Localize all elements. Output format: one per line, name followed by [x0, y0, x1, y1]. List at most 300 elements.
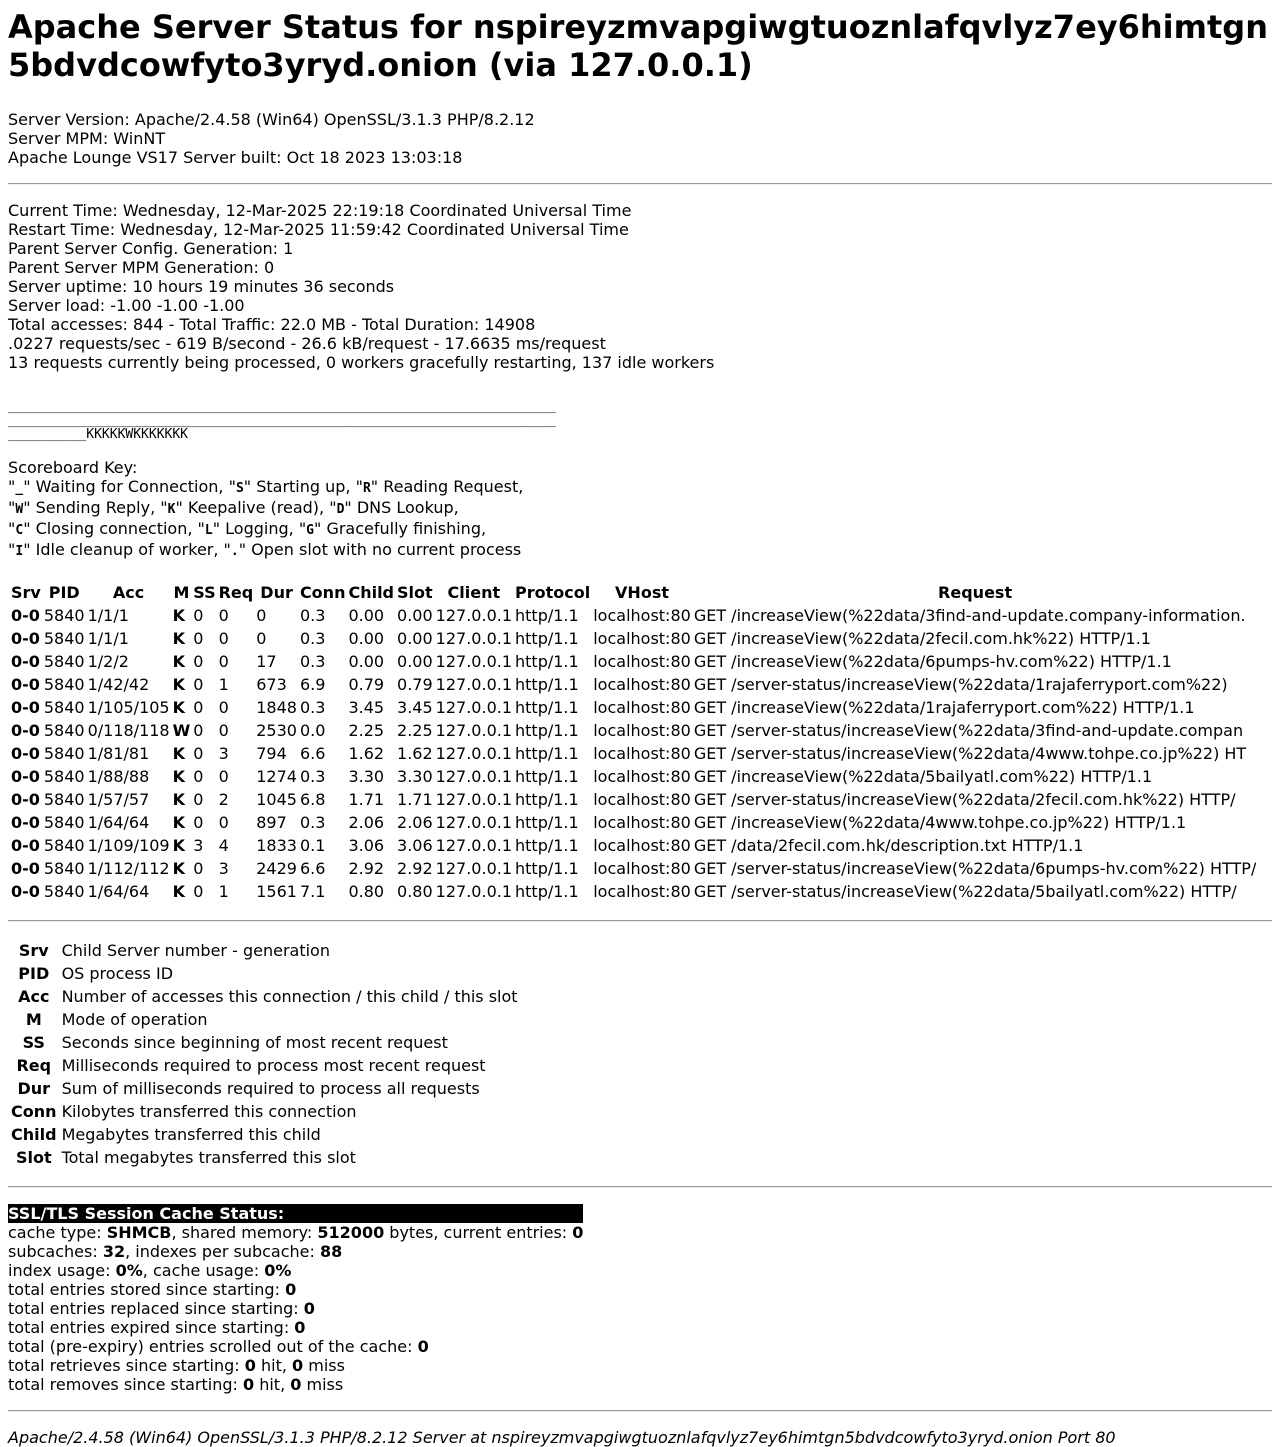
cell-conn: 6.9	[299, 675, 326, 694]
cell-conn: 0.3	[299, 652, 326, 671]
scoreboard-key-text: " Gracefully finishing,	[314, 519, 487, 538]
scoreboard-key	[8, 458, 1272, 561]
cell-ss: 0	[193, 790, 204, 809]
cell-dur: 1561	[256, 882, 297, 901]
column-header-pid: PID	[48, 583, 80, 602]
cell-mode: K	[172, 744, 186, 763]
cell-request: GET /server-status/increaseView(%22data/6pumps-hv.com%22) HTTP/	[693, 859, 1257, 878]
scoreboard-key-line	[8, 519, 1272, 540]
table-row	[11, 605, 1256, 626]
scoreboard-key-code: .	[230, 544, 239, 559]
cell-pid: 5840	[43, 859, 85, 878]
scoreboard-key-text: " Starting up, "	[243, 477, 363, 496]
cell-srv: 0-0	[11, 606, 40, 625]
cell-acc: 1/88/88	[87, 767, 150, 786]
scoreboard-key-text: " Closing connection, "	[23, 519, 205, 538]
legend-row	[11, 1009, 520, 1030]
cell-client: 127.0.0.1	[435, 721, 513, 740]
cell-request: GET /increaseView(%22data/1rajaferryport.com%22) HTTP/1.1	[693, 698, 1195, 717]
cell-slot: 2.25	[397, 721, 433, 740]
cell-client: 127.0.0.1	[435, 606, 513, 625]
legend-description: Seconds since beginning of most recent request	[61, 1033, 448, 1052]
column-header-protocol: Protocol	[515, 583, 591, 602]
cell-srv: 0-0	[11, 652, 40, 671]
cell-client: 127.0.0.1	[435, 790, 513, 809]
ssl-value: 88	[319, 1242, 343, 1261]
cell-ss: 0	[193, 882, 204, 901]
cell-srv: 0-0	[11, 859, 40, 878]
ssl-label: bytes, current entries:	[384, 1223, 573, 1242]
scoreboard-key-title: Scoreboard Key:	[8, 458, 138, 477]
server-info-line: Server Version: Apache/2.4.58 (Win64) OpenSSL/3.1.3 PHP/8.2.12	[8, 110, 535, 129]
status-line: .0227 requests/sec - 619 B/second - 26.6 kB/request - 17.6635 ms/request	[8, 334, 606, 353]
cell-slot: 3.30	[397, 767, 433, 786]
status-line: Server load: -1.00 -1.00 -1.00	[8, 296, 245, 315]
divider	[8, 1410, 1272, 1412]
ssl-value: 512000	[317, 1223, 385, 1242]
cell-child: 3.06	[348, 836, 385, 855]
cell-conn: 0.1	[299, 836, 326, 855]
legend-term: Child	[11, 1125, 57, 1144]
cell-srv: 0-0	[11, 629, 40, 648]
ssl-status-line	[8, 1375, 1272, 1394]
legend-row	[11, 1055, 520, 1076]
cell-ss: 0	[193, 721, 204, 740]
ssl-label: , cache usage:	[142, 1261, 265, 1280]
cell-vhost: localhost:80	[593, 721, 691, 740]
cell-protocol: http/1.1	[515, 882, 579, 901]
cell-vhost: localhost:80	[593, 836, 691, 855]
legend-term: M	[25, 1010, 42, 1029]
cell-srv: 0-0	[11, 698, 40, 717]
table-row	[11, 858, 1256, 879]
cell-req-ms: 3	[218, 744, 229, 763]
column-header-srv: Srv	[11, 583, 41, 602]
cell-request: GET /increaseView(%22data/5bailyatl.com%22) HTTP/1.1	[693, 767, 1153, 786]
ssl-label: , indexes per subcache:	[125, 1242, 320, 1261]
cell-pid: 5840	[43, 652, 85, 671]
ssl-value: 0	[294, 1318, 306, 1337]
ssl-label: miss	[301, 1375, 344, 1394]
table-row	[11, 697, 1256, 718]
cell-acc: 1/64/64	[87, 882, 150, 901]
status-line: Parent Server MPM Generation: 0	[8, 258, 275, 277]
cell-slot: 1.62	[397, 744, 433, 763]
column-header-conn: Conn	[299, 583, 346, 602]
scoreboard-key-text: "	[8, 498, 16, 517]
scoreboard-key-text: "	[8, 477, 16, 496]
status-line: Server uptime: 10 hours 19 minutes 36 seconds	[8, 277, 395, 296]
ssl-label: miss	[303, 1356, 345, 1375]
cell-srv: 0-0	[11, 721, 40, 740]
ssl-label: total retrieves since starting:	[8, 1356, 245, 1375]
cell-pid: 5840	[43, 836, 85, 855]
ssl-label: index usage:	[8, 1261, 116, 1280]
cell-vhost: localhost:80	[593, 652, 691, 671]
cell-ss: 0	[193, 675, 204, 694]
cell-acc: 1/81/81	[87, 744, 150, 763]
cell-slot: 2.92	[397, 859, 433, 878]
cell-req-ms: 1	[218, 882, 229, 901]
scoreboard-key-text: " Sending Reply, "	[23, 498, 168, 517]
legend-description: Sum of milliseconds required to process all requests	[61, 1079, 480, 1098]
cell-req-ms: 0	[218, 767, 229, 786]
cell-acc: 1/112/112	[87, 859, 170, 878]
cell-child: 1.71	[348, 790, 385, 809]
column-header-ss: SS	[193, 583, 216, 602]
status-line: Current Time: Wednesday, 12-Mar-2025 22:19:18 Coordinated Universal Time	[8, 201, 632, 220]
cell-child: 0.79	[348, 675, 385, 694]
cell-mode: K	[172, 629, 186, 648]
cell-dur: 17	[256, 652, 277, 671]
cell-protocol: http/1.1	[515, 606, 579, 625]
legend-description: Milliseconds required to process most recent request	[61, 1056, 486, 1075]
ssl-status-line	[8, 1242, 1272, 1261]
ssl-label: total entries expired since starting:	[8, 1318, 295, 1337]
cell-conn: 0.3	[299, 629, 326, 648]
legend-description: Child Server number - generation	[61, 941, 330, 960]
cell-ss: 0	[193, 767, 204, 786]
cell-mode: K	[172, 606, 186, 625]
scoreboard-key-code: R	[362, 481, 371, 496]
legend-row	[11, 1078, 520, 1099]
cell-conn: 6.6	[299, 859, 326, 878]
cell-slot: 0.00	[397, 652, 433, 671]
ssl-value: SHMCB	[106, 1223, 172, 1242]
scoreboard-key-text: " Logging, "	[212, 519, 307, 538]
cell-req-ms: 0	[218, 721, 229, 740]
legend-description: Total megabytes transferred this slot	[61, 1148, 356, 1167]
ssl-heading: SSL/TLS Session Cache Status:	[8, 1204, 583, 1223]
cell-protocol: http/1.1	[515, 813, 579, 832]
scoreboard-key-code: D	[336, 502, 345, 517]
cell-mode: K	[172, 675, 186, 694]
status-line: Total accesses: 844 - Total Traffic: 22.0 MB - Total Duration: 14908	[8, 315, 536, 334]
cell-protocol: http/1.1	[515, 652, 579, 671]
cell-slot: 0.79	[397, 675, 433, 694]
scoreboard-key-text: " Waiting for Connection, "	[23, 477, 236, 496]
cell-pid: 5840	[43, 698, 85, 717]
table-row	[11, 720, 1256, 741]
cell-child: 2.06	[348, 813, 385, 832]
ssl-status-line	[8, 1261, 1272, 1280]
cell-dur: 1274	[256, 767, 297, 786]
cell-client: 127.0.0.1	[435, 813, 513, 832]
cell-pid: 5840	[43, 767, 85, 786]
cell-req-ms: 0	[218, 606, 229, 625]
cell-client: 127.0.0.1	[435, 629, 513, 648]
cell-request: GET /server-status/increaseView(%22data/2fecil.com.hk%22) HTTP/	[693, 790, 1236, 809]
ssl-status-line	[8, 1299, 1272, 1318]
cell-acc: 1/109/109	[87, 836, 170, 855]
cell-pid: 5840	[43, 744, 85, 763]
legend-description: Megabytes transferred this child	[61, 1125, 321, 1144]
cell-conn: 0.3	[299, 698, 326, 717]
ssl-label: cache type:	[8, 1223, 107, 1242]
ssl-label: hit,	[255, 1356, 293, 1375]
cell-slot: 0.00	[397, 629, 433, 648]
cell-dur: 897	[256, 813, 287, 832]
column-header-request: Request	[938, 583, 1013, 602]
column-header-req-ms: Req	[218, 583, 254, 602]
cell-client: 127.0.0.1	[435, 882, 513, 901]
legend-table	[8, 938, 523, 1170]
legend-term: Conn	[11, 1102, 57, 1121]
ssl-status-line	[8, 1337, 1272, 1356]
scoreboard-key-line	[8, 498, 1272, 519]
cell-conn: 0.0	[299, 721, 326, 740]
cell-vhost: localhost:80	[593, 606, 691, 625]
ssl-value: 0	[292, 1356, 304, 1375]
cell-conn: 6.8	[299, 790, 326, 809]
scoreboard-key-code: C	[15, 523, 24, 538]
ssl-value: 0	[285, 1280, 297, 1299]
cell-pid: 5840	[43, 882, 85, 901]
cell-request: GET /server-status/increaseView(%22data/5bailyatl.com%22) HTTP/	[693, 882, 1237, 901]
cell-vhost: localhost:80	[593, 629, 691, 648]
status-lines	[8, 201, 1272, 372]
scoreboard-key-code: G	[306, 523, 314, 538]
cell-slot: 2.06	[397, 813, 433, 832]
cell-protocol: http/1.1	[515, 721, 579, 740]
scoreboard-key-text: "	[8, 519, 16, 538]
cell-conn: 0.3	[299, 813, 326, 832]
cell-child: 3.30	[348, 767, 385, 786]
legend-term: Acc	[18, 987, 50, 1006]
cell-client: 127.0.0.1	[435, 859, 513, 878]
cell-mode: K	[172, 698, 186, 717]
scoreboard-line: ______________________________________________________________________	[8, 399, 556, 414]
scoreboard	[8, 400, 1272, 442]
column-header-child: Child	[348, 583, 395, 602]
cell-req-ms: 4	[218, 836, 229, 855]
ssl-value: 0	[290, 1375, 302, 1394]
cell-mode: K	[172, 652, 186, 671]
table-row	[11, 835, 1256, 856]
cell-vhost: localhost:80	[593, 859, 691, 878]
cell-mode: K	[172, 836, 186, 855]
cell-mode: K	[172, 882, 186, 901]
server-info	[8, 110, 1272, 167]
legend-term: Srv	[18, 941, 49, 960]
cell-client: 127.0.0.1	[435, 744, 513, 763]
cell-request: GET /increaseView(%22data/2fecil.com.hk%22) HTTP/1.1	[693, 629, 1151, 648]
cell-client: 127.0.0.1	[435, 836, 513, 855]
cell-child: 0.00	[348, 606, 385, 625]
cell-req-ms: 0	[218, 813, 229, 832]
cell-srv: 0-0	[11, 790, 40, 809]
cell-request: GET /increaseView(%22data/6pumps-hv.com%22) HTTP/1.1	[693, 652, 1172, 671]
cell-client: 127.0.0.1	[435, 698, 513, 717]
cell-slot: 0.00	[397, 606, 433, 625]
cell-req-ms: 0	[218, 652, 229, 671]
cell-request: GET /increaseView(%22data/4www.tohpe.co.jp%22) HTTP/1.1	[693, 813, 1187, 832]
cell-protocol: http/1.1	[515, 767, 579, 786]
divider	[8, 183, 1272, 185]
table-row	[11, 628, 1256, 649]
cell-dur: 794	[256, 744, 287, 763]
ssl-status-line	[8, 1356, 1272, 1375]
cell-acc: 1/64/64	[87, 813, 150, 832]
ssl-value: 0	[303, 1299, 315, 1318]
cell-acc: 1/1/1	[87, 606, 129, 625]
cell-acc: 0/118/118	[87, 721, 170, 740]
scoreboard-line: __________KKKKKWKKKKKKK	[8, 427, 189, 442]
cell-srv: 0-0	[11, 767, 40, 786]
cell-pid: 5840	[43, 675, 85, 694]
cell-conn: 6.6	[299, 744, 326, 763]
table-row	[11, 881, 1256, 902]
ssl-label: total (pre-expiry) entries scrolled out of the cache:	[8, 1337, 418, 1356]
ssl-value: 0	[244, 1356, 256, 1375]
table-row	[11, 743, 1256, 764]
cell-pid: 5840	[43, 813, 85, 832]
cell-request: GET /server-status/increaseView(%22data/4www.tohpe.co.jp%22) HT	[693, 744, 1247, 763]
scoreboard-key-line	[8, 477, 1272, 498]
cell-pid: 5840	[43, 790, 85, 809]
cell-ss: 0	[193, 629, 204, 648]
cell-vhost: localhost:80	[593, 675, 691, 694]
ssl-value: 0	[242, 1375, 255, 1394]
cell-mode: K	[172, 859, 186, 878]
cell-pid: 5840	[43, 721, 85, 740]
cell-req-ms: 1	[218, 675, 229, 694]
ssl-value: 0	[572, 1223, 584, 1242]
cell-mode: K	[172, 767, 186, 786]
table-row	[11, 766, 1256, 787]
scoreboard-key-code: I	[15, 544, 24, 559]
legend-term: Slot	[15, 1148, 52, 1167]
ssl-status-line	[8, 1223, 1272, 1242]
ssl-value: 0	[417, 1337, 429, 1356]
cell-dur: 0	[256, 629, 267, 648]
cell-acc: 1/57/57	[87, 790, 150, 809]
cell-mode: K	[172, 813, 186, 832]
cell-acc: 1/42/42	[87, 675, 150, 694]
legend-row	[11, 940, 520, 961]
status-line: Restart Time: Wednesday, 12-Mar-2025 11:59:42 Coordinated Universal Time	[8, 220, 629, 239]
workers-table	[8, 580, 1259, 904]
column-header-slot: Slot	[397, 583, 433, 602]
cell-vhost: localhost:80	[593, 744, 691, 763]
legend-row	[11, 1124, 520, 1145]
legend-term: Req	[16, 1056, 52, 1075]
cell-vhost: localhost:80	[593, 767, 691, 786]
cell-conn: 0.3	[299, 606, 326, 625]
ssl-status-line	[8, 1318, 1272, 1337]
cell-dur: 1833	[256, 836, 297, 855]
cell-srv: 0-0	[11, 882, 40, 901]
cell-dur: 2429	[256, 859, 297, 878]
ssl-status-line	[8, 1280, 1272, 1299]
status-line: Parent Server Config. Generation: 1	[8, 239, 294, 258]
cell-protocol: http/1.1	[515, 836, 579, 855]
legend-row	[11, 963, 520, 984]
cell-vhost: localhost:80	[593, 813, 691, 832]
divider	[8, 1186, 1272, 1188]
ssl-value: 0%	[264, 1261, 292, 1280]
cell-req-ms: 2	[218, 790, 229, 809]
cell-dur: 1848	[256, 698, 297, 717]
cell-conn: 0.3	[299, 767, 326, 786]
ssl-label: total removes since starting:	[8, 1375, 243, 1394]
cell-child: 0.00	[348, 629, 385, 648]
cell-child: 3.45	[348, 698, 385, 717]
cell-ss: 0	[193, 813, 204, 832]
scoreboard-key-code: L	[204, 523, 213, 538]
page-title: Apache Server Status for nspireyzmvapgiwgtuoznlafqvlyz7ey6himtgn5bdvdcowfyto3yryd.onion (via 127.0.0.1)	[8, 8, 1268, 84]
cell-protocol: http/1.1	[515, 675, 579, 694]
scoreboard-key-code: S	[235, 481, 244, 496]
cell-request: GET /server-status/increaseView(%22data/1rajaferryport.com%22)	[693, 675, 1228, 694]
table-row	[11, 651, 1256, 672]
cell-dur: 1045	[256, 790, 297, 809]
cell-pid: 5840	[43, 606, 85, 625]
table-row	[11, 674, 1256, 695]
cell-ss: 0	[193, 744, 204, 763]
ssl-label: subcaches:	[8, 1242, 103, 1261]
cell-vhost: localhost:80	[593, 698, 691, 717]
ssl-label: total entries replaced since starting:	[8, 1299, 304, 1318]
scoreboard-key-text: " DNS Lookup,	[344, 498, 459, 517]
cell-ss: 0	[193, 698, 204, 717]
cell-request: GET /data/2fecil.com.hk/description.txt HTTP/1.1	[693, 836, 1084, 855]
workers-header-row	[11, 582, 1256, 603]
cell-acc: 1/105/105	[87, 698, 170, 717]
column-header-acc: Acc	[112, 583, 145, 602]
column-header-client: Client	[447, 583, 501, 602]
cell-request: GET /server-status/increaseView(%22data/3find-and-update.compan	[693, 721, 1244, 740]
cell-protocol: http/1.1	[515, 744, 579, 763]
scoreboard-key-text: "	[8, 540, 16, 559]
cell-req-ms: 3	[218, 859, 229, 878]
cell-req-ms: 0	[218, 698, 229, 717]
ssl-value: 0%	[115, 1261, 143, 1280]
cell-dur: 0	[256, 606, 267, 625]
server-info-line: Server MPM: WinNT	[8, 129, 166, 148]
cell-client: 127.0.0.1	[435, 767, 513, 786]
cell-protocol: http/1.1	[515, 698, 579, 717]
cell-ss: 0	[193, 606, 204, 625]
cell-child: 0.80	[348, 882, 385, 901]
cell-client: 127.0.0.1	[435, 652, 513, 671]
table-row	[11, 789, 1256, 810]
legend-description: Number of accesses this connection / this child / this slot	[61, 987, 518, 1006]
ssl-label: hit,	[254, 1375, 291, 1394]
table-row	[11, 812, 1256, 833]
server-info-line: Apache Lounge VS17 Server built: Oct 18 2023 13:03:18	[8, 148, 463, 167]
legend-row	[11, 1147, 520, 1168]
legend-term: PID	[18, 964, 50, 983]
cell-srv: 0-0	[11, 675, 40, 694]
scoreboard-key-code: K	[167, 502, 176, 517]
scoreboard-key-code: W	[15, 502, 24, 517]
cell-protocol: http/1.1	[515, 629, 579, 648]
cell-client: 127.0.0.1	[435, 675, 513, 694]
cell-vhost: localhost:80	[593, 882, 691, 901]
cell-slot: 1.71	[397, 790, 433, 809]
cell-child: 2.92	[348, 859, 385, 878]
status-line: 13 requests currently being processed, 0 workers gracefully restarting, 137 idle workers	[8, 353, 715, 372]
legend-row	[11, 1032, 520, 1053]
scoreboard-key-text: " Open slot with no current process	[238, 540, 522, 559]
cell-srv: 0-0	[11, 813, 40, 832]
legend-description: Mode of operation	[61, 1010, 208, 1029]
legend-row	[11, 1101, 520, 1122]
cell-protocol: http/1.1	[515, 859, 579, 878]
cell-pid: 5840	[43, 629, 85, 648]
ssl-label: total entries stored since starting:	[8, 1280, 286, 1299]
